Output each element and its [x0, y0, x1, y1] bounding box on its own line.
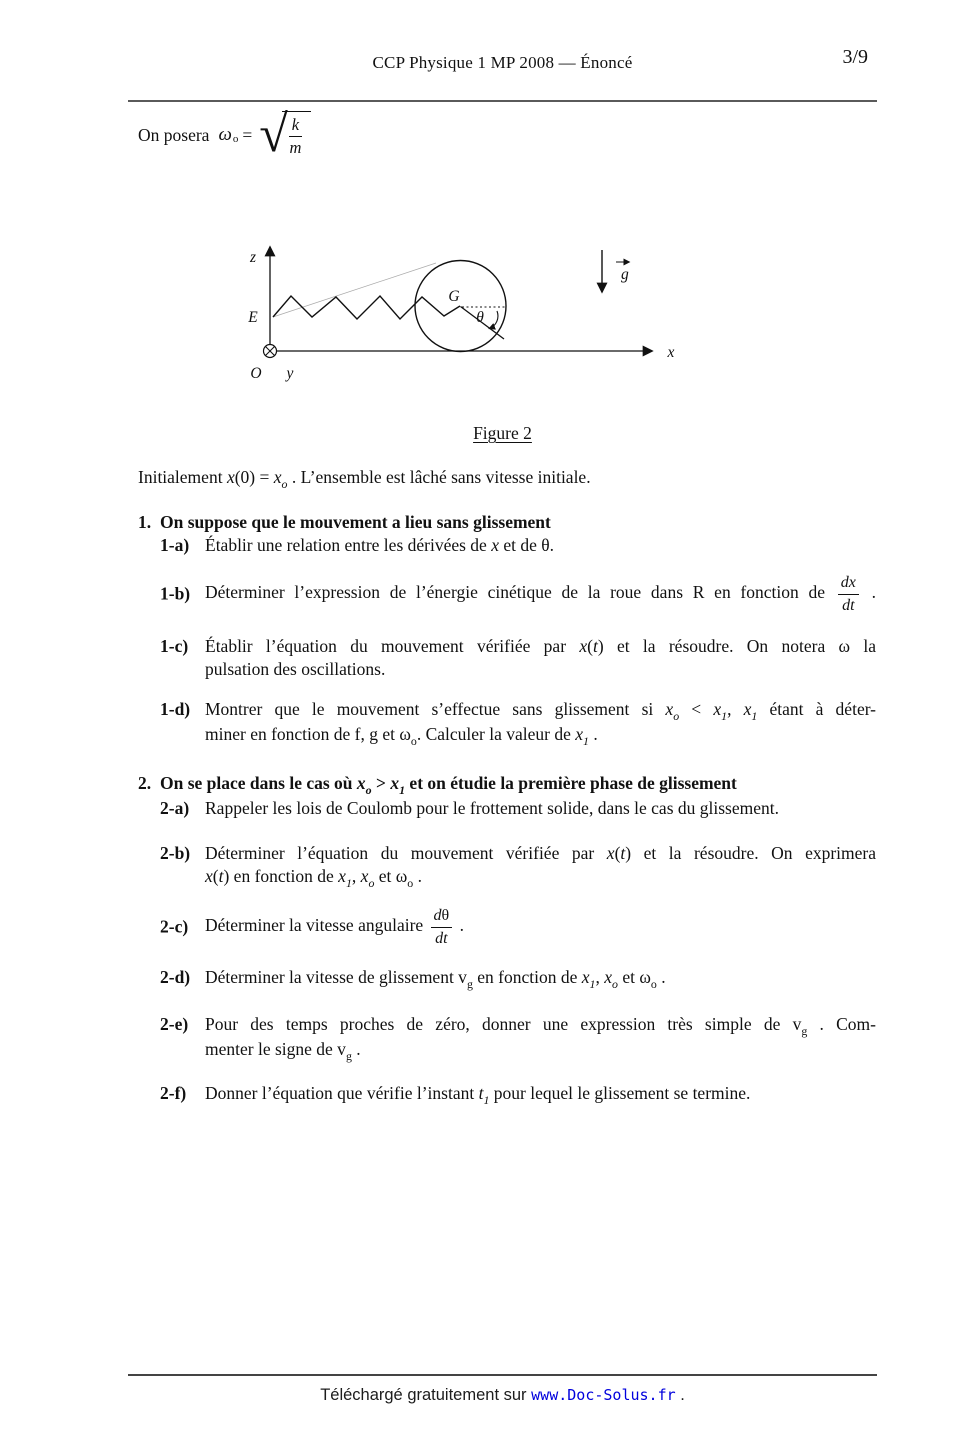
- header-title: CCP Physique 1 MP 2008 — Énoncé: [372, 53, 633, 72]
- equals-sign: =: [242, 124, 253, 145]
- gravity-label: g: [621, 266, 629, 283]
- fraction-k-over-m: [289, 115, 302, 158]
- question-label: 1-c): [160, 636, 189, 657]
- fraction-denominator: m: [289, 138, 302, 158]
- question-item-2d: [138, 966, 876, 991]
- origin-label: O: [250, 365, 262, 382]
- question-text: [205, 573, 876, 615]
- figure-caption: Figure 2: [473, 423, 532, 443]
- question-text: [205, 635, 876, 681]
- section-2: [138, 772, 876, 1107]
- z-axis-label: z: [249, 249, 257, 266]
- question-item-2c: [138, 906, 876, 948]
- text-line: Établir l’équation du mouvement vérifiée par x(t) et la résoudre. On notera ω la: [205, 636, 876, 657]
- question-label: 2-e): [160, 1014, 189, 1035]
- theta-arc-arrow: [490, 311, 498, 329]
- section-number: 1.: [138, 512, 152, 532]
- question-label: 2-a): [160, 798, 190, 819]
- text-line: Déterminer l’équation du mouvement vérifiée par x(t) et la résoudre. On exprimera: [205, 843, 877, 864]
- question-item-1d: [138, 698, 876, 748]
- footer-rule: [128, 1374, 877, 1376]
- text-line: miner en fonction de f, g et $\omega_o$. Calculer la valeur de $x_1$ .: [205, 724, 598, 748]
- fraction-dx-dt: [838, 573, 859, 615]
- fraction-denominator: dt: [842, 596, 855, 614]
- question-text-pre: Déterminer la vitesse angulaire: [205, 915, 428, 936]
- section-heading-text: On suppose que le mouvement a lieu sans glissement: [160, 512, 551, 532]
- question-label: 1-a): [160, 535, 190, 555]
- question-text: [205, 1013, 876, 1063]
- text-line: Rappeler les lois de Coulomb pour le frottement solide, dans le cas du glissement.: [205, 798, 779, 819]
- footer: [128, 1386, 877, 1405]
- question-label: 1-b): [160, 583, 191, 604]
- square-root: [259, 106, 311, 163]
- question-label: 2-d): [160, 967, 191, 988]
- section-heading-text: On se place dans le cas où $x_o > x_1$ et on étudie la première phase de glissement: [160, 773, 737, 797]
- question-text-post: .: [455, 915, 464, 936]
- fraction-numerator: dθ: [431, 906, 453, 928]
- intro-paragraph: Initialement $x(0) = x_o$ . L’ensemble est lâché sans vitesse initiale.: [138, 467, 591, 491]
- question-text: [205, 698, 876, 748]
- fraction-numerator: k: [289, 115, 302, 137]
- intro-formula: [138, 104, 311, 166]
- section-1-heading: [138, 511, 876, 534]
- question-text: [205, 842, 876, 890]
- text-line: x(t) en fonction de $x_1$, $x_o$ et $\omega_o$ .: [205, 866, 422, 890]
- text-line: Établir une relation entre les dérivées de x et de θ.: [205, 535, 555, 555]
- question-text: [205, 906, 876, 948]
- radical-sign: √: [259, 106, 288, 163]
- question-item-1b: [138, 573, 876, 615]
- question-label: 2-f): [160, 1083, 187, 1104]
- question-label: 2-c): [160, 916, 189, 937]
- question-item-2a: [138, 797, 876, 820]
- page-number: 3/9: [842, 46, 868, 68]
- question-text: [205, 534, 876, 557]
- point-g-label: G: [448, 288, 460, 305]
- question-text: [205, 1082, 876, 1107]
- intro-formula-text: On posera: [138, 124, 210, 145]
- text-line: menter le signe de $v_g$ .: [205, 1039, 361, 1063]
- x-axis-label: x: [667, 344, 675, 361]
- question-item-2e: [138, 1013, 876, 1063]
- header-rule: [128, 100, 877, 102]
- section-1: [138, 511, 876, 748]
- footer-suffix: .: [675, 1386, 685, 1404]
- text-line: Pour des temps proches de zéro, donner une expression très simple de $v_g$ . Com-: [205, 1014, 876, 1038]
- omega-symbol: ω: [218, 124, 232, 145]
- question-item-1c: [138, 635, 876, 681]
- question-text-post: .: [861, 582, 876, 603]
- fraction-numerator: dx: [838, 573, 859, 595]
- wheel: [415, 261, 506, 352]
- section-number: 2.: [138, 773, 152, 794]
- question-item-2f: [138, 1082, 876, 1107]
- document-body: [138, 466, 876, 1107]
- question-text: [205, 966, 876, 991]
- fraction-dtheta-dt: [431, 906, 453, 948]
- theta-label: θ: [476, 309, 484, 326]
- question-text: [205, 797, 876, 820]
- question-item-2b: [138, 842, 876, 890]
- figure-2-diagram: [240, 233, 700, 398]
- text-line: Déterminer la vitesse de glissement $v_g$ en fonction de $x_1$, $x_o$ et $\omega_o$ .: [205, 967, 666, 991]
- omega-subscript: o: [232, 133, 239, 145]
- footer-text: Téléchargé gratuitement sur: [320, 1386, 532, 1404]
- fraction-denominator: dt: [435, 929, 448, 947]
- radicand: [282, 111, 311, 158]
- question-text-pre: Déterminer l’expression de l’énergie cinétique de la roue dans R en fonction de: [205, 582, 835, 603]
- question-item-1a: [138, 534, 876, 557]
- text-line: Donner l’équation que vérifie l’instant $t_1$ pour lequel le glissement se termine.: [205, 1083, 751, 1107]
- guide-line: [273, 263, 436, 317]
- footer-link[interactable]: www.Doc-Solus.fr: [531, 1386, 676, 1404]
- section-2-heading: [138, 772, 876, 797]
- question-label: 1-d): [160, 699, 191, 720]
- point-e-label: E: [248, 309, 258, 326]
- text-line: Montrer que le mouvement s’effectue sans glissement si $x_o < x_1$, $x_1$ étant à déter-: [205, 699, 877, 723]
- text-line: pulsation des oscillations.: [205, 659, 386, 680]
- y-axis-label: y: [286, 365, 294, 382]
- question-label: 2-b): [160, 843, 191, 864]
